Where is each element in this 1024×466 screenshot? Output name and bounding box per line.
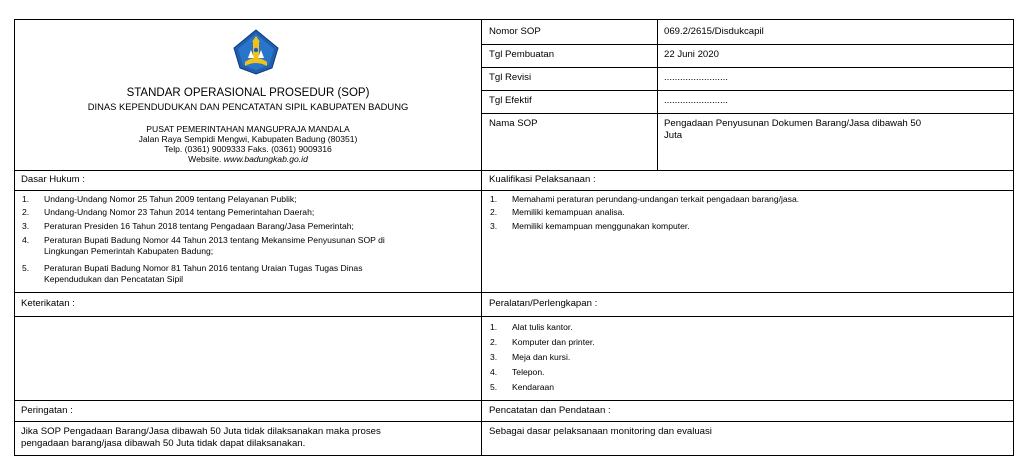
item-number: 1. <box>22 194 30 204</box>
peralatan-title: Peralatan/Perlengkapan : <box>489 298 598 309</box>
nomor-sop-label: Nomor SOP <box>489 26 541 37</box>
section-divider <box>15 190 1013 191</box>
section-divider <box>15 292 1013 293</box>
keterikatan-title: Keterikatan : <box>21 298 75 309</box>
tgl-efektif-value: ........................ <box>664 95 728 106</box>
section-divider <box>15 400 1013 401</box>
item-number: 4. <box>490 367 498 377</box>
item-number: 2. <box>22 207 30 217</box>
website-label: Website. <box>188 154 222 164</box>
phone-line: Telp. (0361) 9009333 Faks. (0361) 9009316 <box>164 144 332 154</box>
list-item <box>490 367 595 382</box>
info-row-divider <box>482 44 1013 45</box>
item-number: 5. <box>490 382 498 392</box>
website-link[interactable]: www.badungkab.go.id <box>223 154 308 164</box>
agency-name: DINAS KEPENDUDUKAN DAN PENCATATAN SIPIL KABUPATEN BADUNG <box>87 101 409 112</box>
pencatatan-text: Sebagai dasar pelaksanaan monitoring dan evaluasi <box>489 426 712 437</box>
item-text: Memahami peraturan perundang-undangan terkait pengadaan barang/jasa. <box>512 194 800 204</box>
list-item <box>490 382 595 397</box>
tgl-pembuatan-label: Tgl Pembuatan <box>489 49 555 60</box>
item-text: Kendaraan <box>512 382 555 392</box>
list-item <box>490 337 595 352</box>
tgl-efektif-label: Tgl Efektif <box>489 95 532 106</box>
item-text: Komputer dan printer. <box>512 337 595 347</box>
list-item <box>490 207 799 221</box>
nama-sop-value-line1: Pengadaan Penyusunan Dokumen Barang/Jasa dibawah 50 <box>664 118 922 129</box>
item-text: Undang-Undang Nomor 23 Tahun 2014 tentang Pemerintahan Daerah; <box>44 207 315 217</box>
item-text: Meja dan kursi. <box>512 352 571 362</box>
item-number: 4. <box>22 235 30 245</box>
item-number: 1. <box>490 322 498 332</box>
list-item <box>22 207 385 221</box>
item-text: Undang-Undang Nomor 25 Tahun 2009 tentang Pelayanan Publik; <box>44 194 297 204</box>
tgl-pembuatan-value: 22 Juni 2020 <box>664 49 719 60</box>
dasar-hukum-list <box>22 194 385 287</box>
dasar-hukum-title: Dasar Hukum : <box>21 174 85 185</box>
list-item <box>22 263 385 287</box>
nama-sop-label: Nama SOP <box>489 118 538 129</box>
peralatan-list <box>490 322 595 397</box>
section-divider <box>15 421 1013 422</box>
government-center: PUSAT PEMERINTAHAN MANGUPRAJA MANDALA <box>146 124 350 134</box>
list-item <box>490 221 799 235</box>
item-number: 5. <box>22 263 30 273</box>
item-number: 2. <box>490 207 498 217</box>
list-item <box>490 352 595 367</box>
list-item <box>490 194 799 207</box>
info-column-divider <box>657 20 658 170</box>
tgl-revisi-value: ........................ <box>664 72 728 83</box>
nama-sop-value-line2: Juta <box>664 130 683 141</box>
peringatan-text-line1: Jika SOP Pengadaan Barang/Jasa dibawah 50 Juta tidak dilaksanakan maka proses <box>21 426 381 437</box>
nomor-sop-value: 069.2/2615/Disdukcapil <box>664 26 764 37</box>
item-number: 2. <box>490 337 498 347</box>
tgl-revisi-label: Tgl Revisi <box>489 72 532 83</box>
item-text: Memiliki kemampuan analisa. <box>512 207 625 217</box>
sop-table <box>14 19 1014 456</box>
item-text: Lingkungan Pemerintah Kabupaten Badung; <box>44 246 214 256</box>
list-item <box>22 235 385 263</box>
address-line: Jalan Raya Sempidi Mengwi, Kabupaten Badung (80351) <box>138 134 358 144</box>
item-text: Peraturan Bupati Badung Nomor 44 Tahun 2013 tentang Mekansime Penyusunan SOP di <box>44 235 385 245</box>
column-divider <box>481 20 482 456</box>
item-text: Peraturan Bupati Badung Nomor 81 Tahun 2016 tentang Uraian Tugas Tugas Dinas <box>44 263 363 273</box>
item-text: Kependudukan dan Pencatatan Sipil <box>44 274 184 284</box>
list-item <box>22 221 385 235</box>
item-text: Memiliki kemampuan menggunakan komputer. <box>512 221 690 231</box>
section-divider <box>15 170 1013 171</box>
pencatatan-title: Pencatatan dan Pendataan : <box>489 405 611 416</box>
website-line <box>15 154 481 165</box>
item-text: Telepon. <box>512 367 545 377</box>
badung-crest-icon <box>231 28 281 76</box>
list-item <box>22 194 385 207</box>
item-text: Peraturan Presiden 16 Tahun 2018 tentang Pengadaan Barang/Jasa Pemerintah; <box>44 221 354 231</box>
item-number: 1. <box>490 194 498 204</box>
peringatan-title: Peringatan : <box>21 405 73 416</box>
item-number: 3. <box>490 221 498 231</box>
peringatan-text-line2: pengadaan barang/jasa dibawah 50 Juta tidak dapat dilaksanakan. <box>21 438 306 449</box>
item-number: 3. <box>22 221 30 231</box>
kualifikasi-list <box>490 194 799 235</box>
info-row-divider <box>482 90 1013 91</box>
info-row-divider <box>482 113 1013 114</box>
section-divider <box>15 316 1013 317</box>
item-text: Alat tulis kantor. <box>512 322 573 332</box>
item-number: 3. <box>490 352 498 362</box>
list-item <box>490 322 595 337</box>
kualifikasi-title: Kualifikasi Pelaksanaan : <box>489 174 596 185</box>
sop-title: STANDAR OPERASIONAL PROSEDUR (SOP) <box>126 87 370 99</box>
info-row-divider <box>482 67 1013 68</box>
